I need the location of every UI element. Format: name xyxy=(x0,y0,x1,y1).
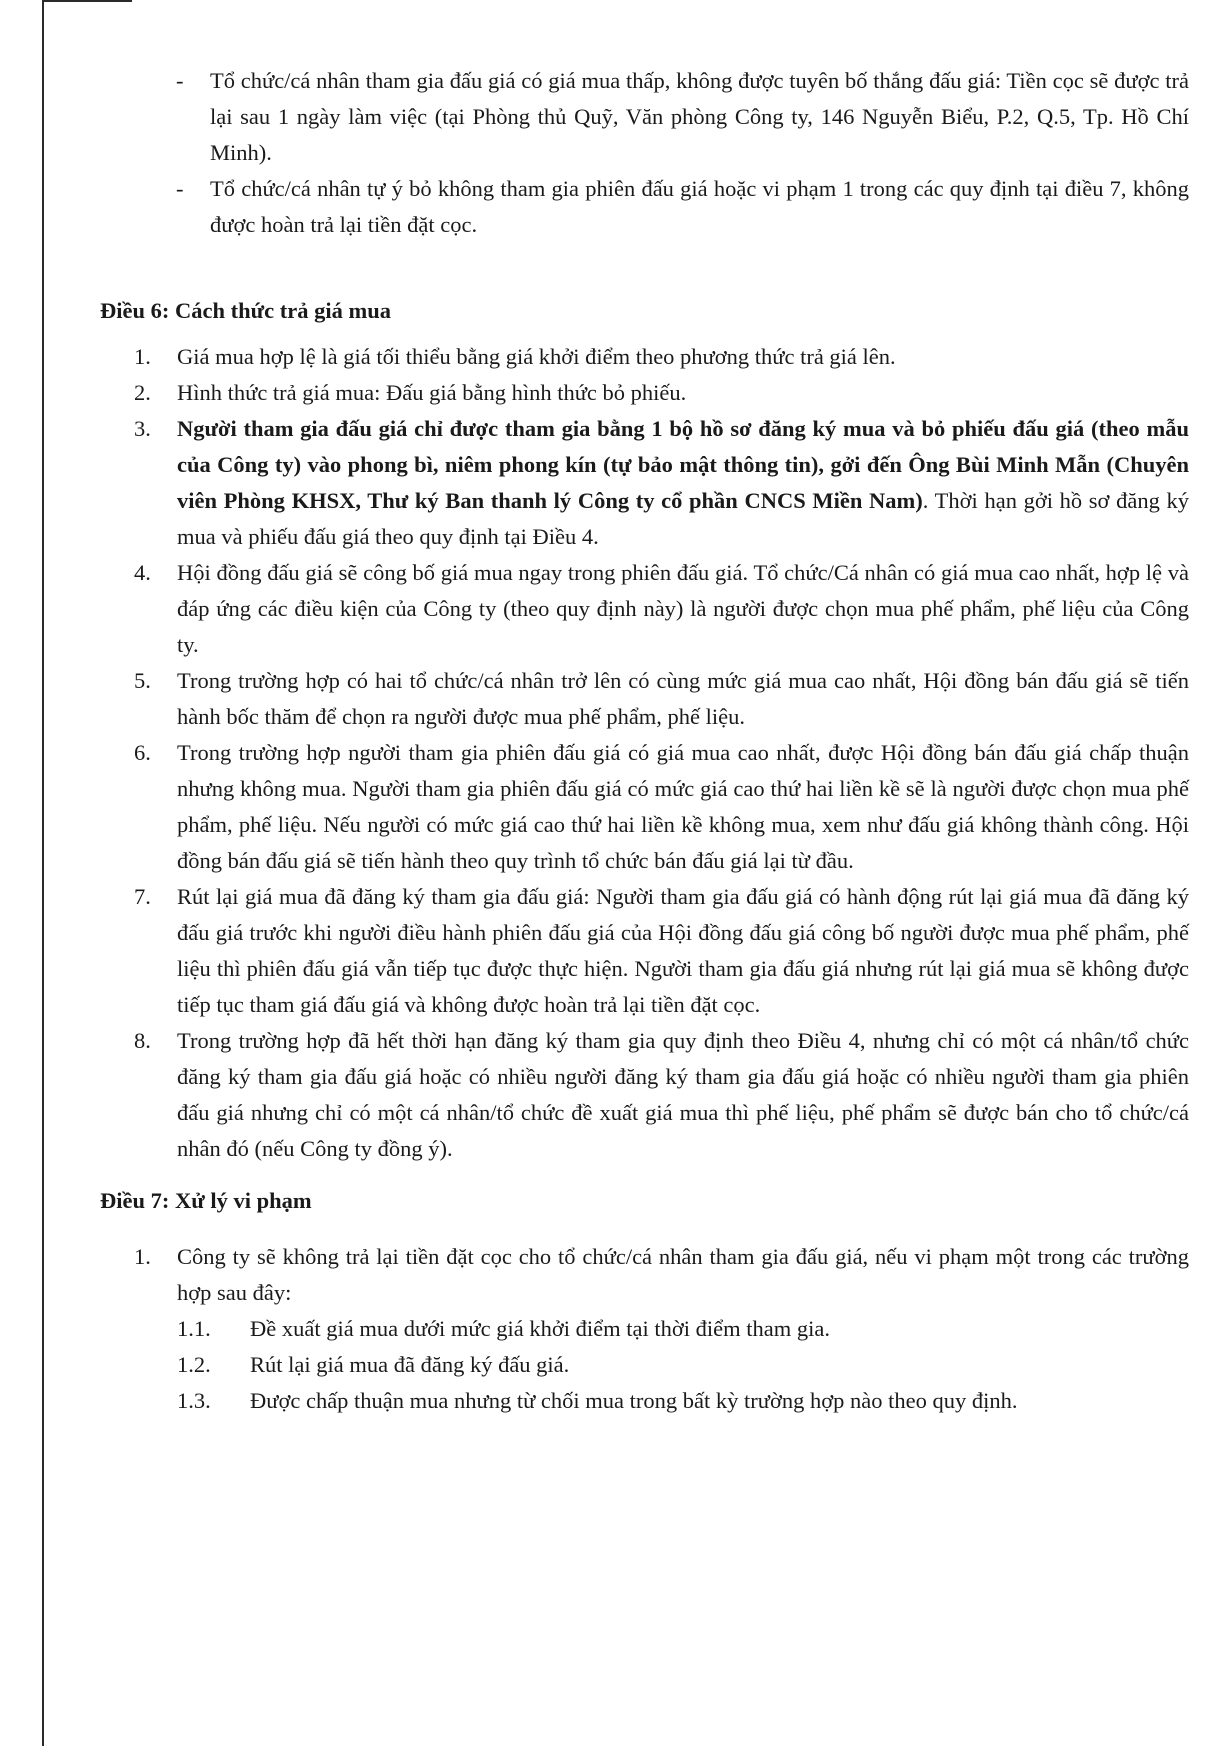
sub-list-text: Rút lại giá mua đã đăng ký đấu giá. xyxy=(250,1352,570,1377)
list-item xyxy=(0,663,1229,735)
list-text: Giá mua hợp lệ là giá tối thiểu bằng giá khởi điểm theo phương thức trả giá lên. xyxy=(177,344,896,369)
list-number: 5. xyxy=(134,668,151,693)
list-text: Rút lại giá mua đã đăng ký tham gia đấu giá: Người tham gia đấu giá có hành động rút lại giá mua đã đăng ký đấu giá trước khi người điều hành phiên đấu giá của Hội đồng đấu giá công bố người được mua phế phẩm, phế liệu thì phiên đấu giá vẫn tiếp tục được thực hiện. Người tham gia đấu giá nhưng rút lại giá mua sẽ không được tiếp tục tham giá đấu giá và không được hoàn trả lại tiền đặt cọc. xyxy=(177,884,1189,1017)
bullet-item xyxy=(0,171,1229,243)
sub-list-text: Được chấp thuận mua nhưng từ chối mua trong bất kỳ trường hợp nào theo quy định. xyxy=(250,1388,1018,1413)
sub-list-item xyxy=(0,1311,1229,1347)
sub-list-number: 1.2. xyxy=(177,1352,211,1377)
sub-list-number: 1.1. xyxy=(177,1316,211,1341)
list-item xyxy=(0,375,1229,411)
list-text: . Thời hạn gởi hồ sơ đăng ký mua và phiếu đấu giá theo quy định tại Điều 4. xyxy=(177,488,1189,549)
bullet-dash: - xyxy=(176,68,184,93)
list-number: 1. xyxy=(134,344,151,369)
list-number: 3. xyxy=(134,416,151,441)
list-number: 6. xyxy=(134,740,151,765)
sub-list-number: 1.3. xyxy=(177,1388,211,1413)
list-text: Công ty sẽ không trả lại tiền đặt cọc cho tổ chức/cá nhân tham gia đấu giá, nếu vi phạm một trong các trường hợp sau đây: xyxy=(177,1244,1189,1305)
list-text: Hội đồng đấu giá sẽ công bố giá mua ngay trong phiên đấu giá. Tổ chức/Cá nhân có giá mua cao nhất, hợp lệ và đáp ứng các điều kiện của Công ty (theo quy định này) là người được chọn mua phế phẩm, phế liệu của Công ty. xyxy=(177,560,1189,657)
bullet-text: Tổ chức/cá nhân tham gia đấu giá có giá mua thấp, không được tuyên bố thắng đấu giá: Tiền cọc sẽ được trả lại sau 1 ngày làm việc (tại Phòng thủ Quỹ, Văn phòng Công ty, 146 Nguyễn Biểu, P.2, Q.5, Tp. Hồ Chí Minh). xyxy=(210,68,1189,165)
list-item xyxy=(0,555,1229,663)
list-item xyxy=(0,339,1229,375)
list-text: Trong trường hợp đã hết thời hạn đăng ký tham gia quy định theo Điều 4, nhưng chỉ có một cá nhân/tổ chức đăng ký tham gia đấu giá hoặc có nhiều người đăng ký tham gia đấu giá hoặc có nhiều người tham gia phiên đấu giá nhưng chỉ có một cá nhân/tổ chức đề xuất giá mua thì phế liệu, phế phẩm sẽ được bán cho tổ chức/cá nhân đó (nếu Công ty đồng ý). xyxy=(177,1028,1189,1161)
bullet-text: Tổ chức/cá nhân tự ý bỏ không tham gia phiên đấu giá hoặc vi phạm 1 trong các quy định tại điều 7, không được hoàn trả lại tiền đặt cọc. xyxy=(210,176,1189,237)
article6-heading: Điều 6: Cách thức trả giá mua xyxy=(100,298,391,323)
sub-list-item xyxy=(0,1347,1229,1383)
article7-heading: Điều 7: Xử lý vi phạm xyxy=(100,1188,312,1213)
list-item xyxy=(0,879,1229,1023)
list-item xyxy=(0,1239,1229,1311)
bullet-item xyxy=(0,63,1229,171)
sub-list-text: Đề xuất giá mua dưới mức giá khởi điểm tại thời điểm tham gia. xyxy=(250,1316,830,1341)
list-item xyxy=(0,411,1229,555)
bullet-dash: - xyxy=(176,176,184,201)
list-item xyxy=(0,1023,1229,1167)
list-number: 2. xyxy=(134,380,151,405)
list-item xyxy=(0,735,1229,879)
list-text: Trong trường hợp có hai tổ chức/cá nhân trở lên có cùng mức giá mua cao nhất, Hội đồng bán đấu giá sẽ tiến hành bốc thăm để chọn ra người được mua phế phẩm, phế liệu. xyxy=(177,668,1189,729)
list-number: 7. xyxy=(134,884,151,909)
sub-list-item xyxy=(0,1383,1229,1419)
list-text: Trong trường hợp người tham gia phiên đấu giá có giá mua cao nhất, được Hội đồng bán đấu giá chấp thuận nhưng không mua. Người tham gia phiên đấu giá có mức giá cao thứ hai liền kề sẽ là người được chọn mua phế phẩm, phế liệu. Nếu người có mức giá cao thứ hai liền kề không mua, xem như đấu giá không thành công. Hội đồng bán đấu giá sẽ tiến hành theo quy trình tổ chức bán đấu giá lại từ đầu. xyxy=(177,740,1189,873)
list-number: 8. xyxy=(134,1028,151,1053)
list-number: 4. xyxy=(134,560,151,585)
list-number: 1. xyxy=(134,1244,151,1269)
list-text: Hình thức trả giá mua: Đấu giá bằng hình thức bỏ phiếu. xyxy=(177,380,687,405)
list-text-bold: Người tham gia đấu giá chỉ được tham gia bằng 1 bộ hồ sơ đăng ký mua và bỏ phiếu đấu giá (theo mẫu của Công ty) vào phong bì, niêm phong kín (tự bảo mật thông tin), gởi đến Ông Bùi Minh Mẫn (Chuyên viên Phòng KHSX, Thư ký Ban thanh lý Công ty cổ phần CNCS Miền Nam) xyxy=(177,416,1189,513)
